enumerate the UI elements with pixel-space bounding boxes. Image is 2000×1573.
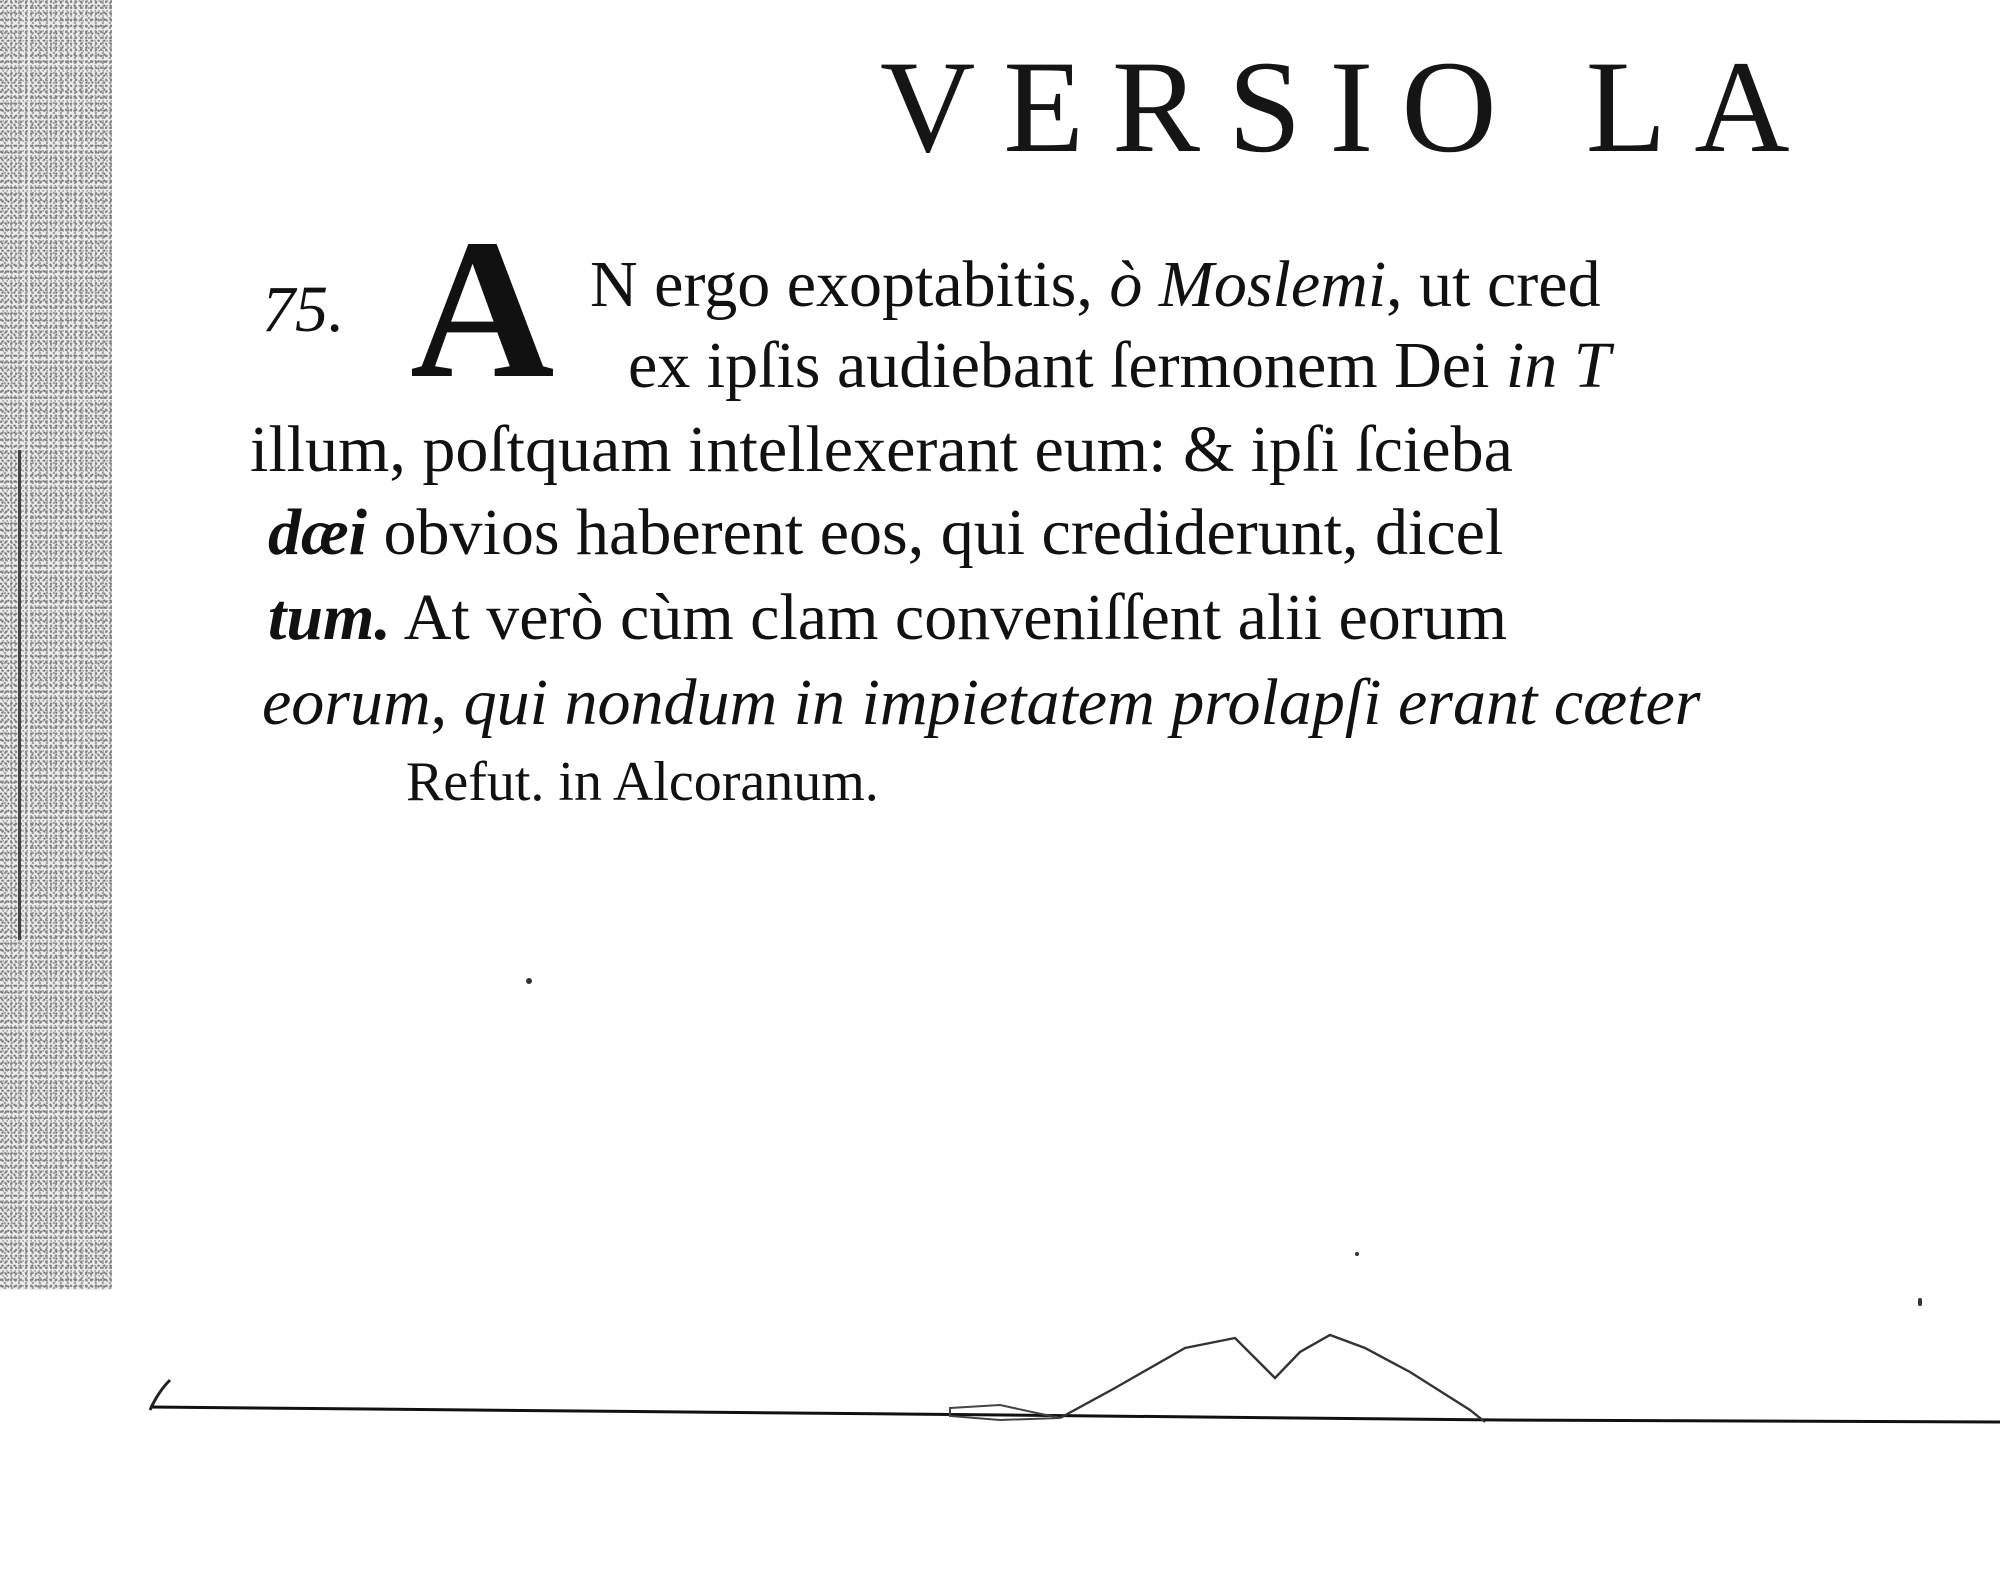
drop-cap: A — [410, 199, 555, 420]
ink-speck — [1355, 1252, 1359, 1256]
text-segment: obvios haberent eos, qui crediderunt, dicel — [367, 496, 1504, 569]
text-segment: illum, poſtquam intellexerant eum: & ipſi ſcieba — [250, 413, 1513, 486]
text-line-6 — [262, 666, 1701, 739]
mountain-sketch — [1060, 1335, 1485, 1422]
mountain-sketch-base — [950, 1405, 1060, 1420]
text-segment-italic: in T — [1505, 329, 1611, 402]
text-segment-italic: eorum — [262, 666, 431, 739]
text-segment-italic: qui nondum in impietatem prolapſi erant cæter — [463, 666, 1701, 739]
bottom-rule-ornament — [0, 1280, 2000, 1480]
text-segment: , ut cred — [1386, 248, 1601, 321]
rule-fold-mark — [150, 1380, 170, 1410]
text-line-1 — [590, 248, 1601, 321]
text-segment: ex ipſis audiebant ſermonem Dei — [628, 329, 1506, 402]
ink-speck — [526, 978, 532, 984]
text-segment-italic: ò Moslemi — [1109, 248, 1387, 321]
text-segment: , — [430, 666, 464, 739]
ink-speck — [1918, 1298, 1922, 1306]
text-line-5 — [268, 581, 1508, 654]
verse-number: 75. — [262, 273, 345, 346]
text-segment-italic: dæi — [268, 496, 367, 569]
text-line-4 — [268, 496, 1504, 569]
running-head: VERSIO LA — [880, 33, 1818, 180]
text-segment: At verò cùm clam conveniſſent alii eorum — [390, 581, 1508, 654]
text-line-3 — [250, 413, 1513, 486]
text-segment: N ergo exoptabitis, — [590, 248, 1110, 321]
binding-edge — [0, 0, 112, 1290]
catchline: Refut. in Alcoranum. — [406, 751, 879, 813]
text-line-2 — [628, 329, 1611, 402]
text-segment-italic: tum. — [268, 581, 391, 654]
